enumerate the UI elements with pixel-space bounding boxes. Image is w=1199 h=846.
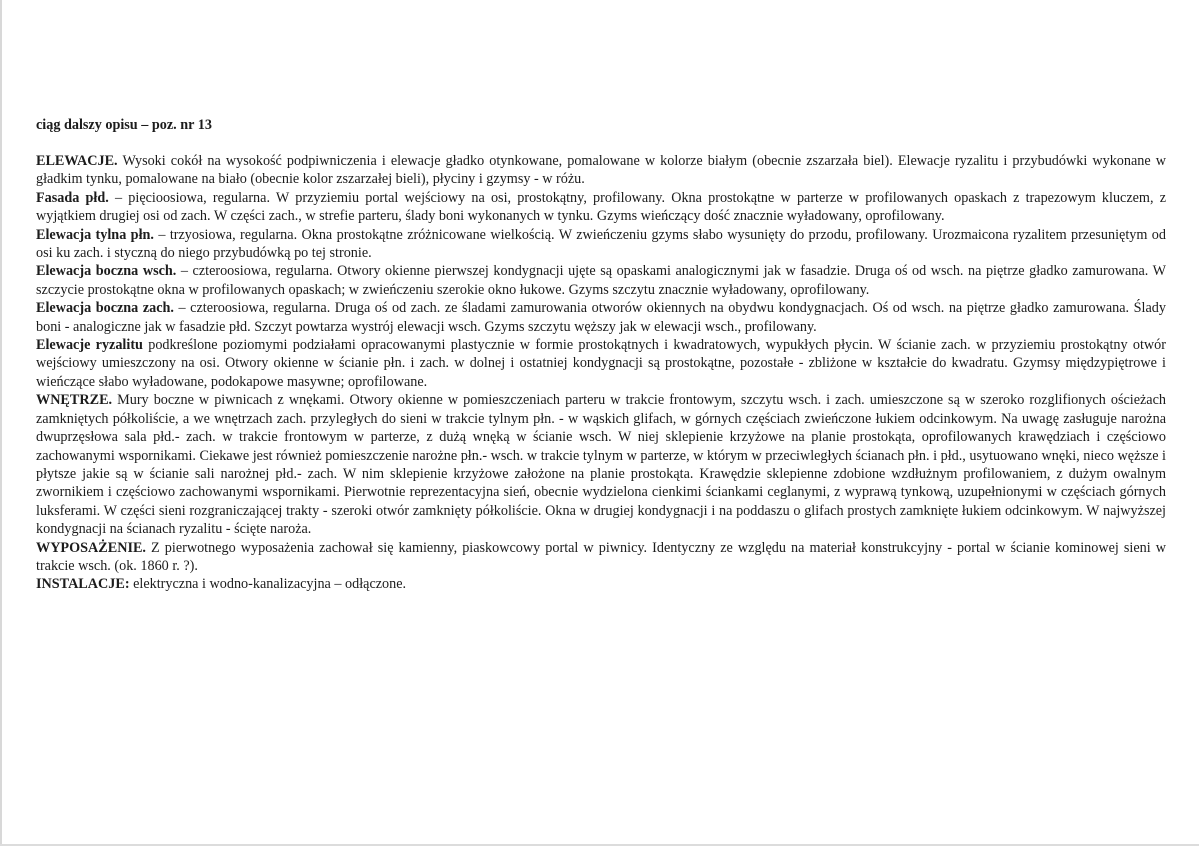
document-heading: ciąg dalszy opisu – poz. nr 13 — [36, 117, 212, 133]
paragraph-text: podkreślone poziomymi podziałami opracowanymi plastycznie w formie prostokątnych i kwadratowych, wypukłych płycin. W ścianie zach. w przyziemiu prostokątny otwór wejściowy umieszczony na osi. Otwory okienne w ścianie płn. i zach. w dolnej i ostatniej kondygnacji są prostokątne, pozostałe - zbliżone w kształcie do kwadratu. Gzymsy międzypiętrowe i wieńczące słabo wyładowane, podokapowe masywne; oprofilowane. — [36, 337, 1166, 390]
document-page — [36, 116, 1166, 594]
paragraph-label: Elewacja tylna płn. — [36, 226, 154, 243]
paragraph-text: – czteroosiowa, regularna. Otwory okienne pierwszej kondygnacji ujęte są opaskami analogicznymi jak w fasadzie. Druga oś od wsch. na piętrze gładko zamurowana. W szczycie prostokątne okna w profilowanych opaskach; w zwieńczeniu szerokie okno łukowe. Gzyms szczytu znacznie wyładowany, oprofilowany. — [36, 263, 1166, 298]
paragraph-instalacje — [36, 575, 1166, 593]
paragraph-label: Fasada płd. — [36, 189, 109, 206]
paragraph-elewacje — [36, 152, 1166, 189]
paragraph-label: Elewacja boczna wsch. — [36, 263, 177, 280]
paragraph-text: Z pierwotnego wyposażenia zachował się kamienny, piaskowcowy portal w piwnicy. Identyczny ze względu na materiał konstrukcyjny - portal w ścianie kominowej sieni w trakcie wsch. (ok. 1860 r. ?). — [36, 539, 1166, 574]
paragraph-elewacja-tylna — [36, 226, 1166, 263]
paragraph-label: WYPOSAŻENIE. — [36, 539, 146, 556]
paragraph-text: Mury boczne w piwnicach z wnękami. Otwory okienne w pomieszczeniach parteru w trakcie frontowym, szczytu wsch. i zach. umieszczone są w szeroko rozglifionych ościeżach zamkniętych półkoliście, a we wnętrzach zach. przyległych do sieni w trakcie tylnym płn. - w wąskich glifach, w górnych częściach zwieńczone łukiem odcinkowym. Na uwagę zasługuje narożna dwuprzęsłowa sala płd.- zach. w trakcie frontowym w parterze, z dużą wnęką w ścianie wsch. W niej sklepienie krzyżowe na planie prostokąta, oprofilowanych krawędziach i częściowo zachowanymi wspornikami. Ciekawe jest również pomieszczenie narożne płn.- wsch. w trakcie tylnym w parterze, w którym w przeciwległych ścianach płn. i płd., usytuowano wnęki, nieco węższe i płytsze jakie są w ścianie sali narożnej płd.- zach. W nim sklepienie krzyżowe założone na planie prostokąta. Krawędzie sklepienne zdobione wzdłużnym profilowaniem, z dużym owalnym zwornikiem i częściowo zachowanymi wspornikami. Pierwotnie reprezentacyjna sień, obecnie wydzielona cienkimi ściankami ceglanymi, z wyprawą tynkową, uzupełnionymi w częściach górnych luksferami. W części sieni rozgraniczającej trakty - szeroki otwór zamknięty półkoliście. Okna w drugiej kondygnacji i na poddaszu o glifach prostych zamknięte łukiem odcinkowym. W najwyższej kondygnacji na ścianach ryzalitu - ścięte naroża. — [36, 392, 1166, 538]
scan-edge-left — [0, 0, 2, 846]
paragraph-label: INSTALACJE: — [36, 576, 130, 593]
paragraph-fasada-pld — [36, 189, 1166, 226]
paragraph-text: elektryczna i wodno-kanalizacyjna – odłączone. — [129, 576, 407, 593]
paragraph-text: – pięcioosiowa, regularna. W przyziemiu portal wejściowy na osi, prostokątny, profilowany. Okna prostokątne w parterze w profilowanych opaskach z trapezowym kluczem, z wyjątkiem drugiej osi od zach. W części zach., w strefie parteru, ślady boni wykonanych w tynku. Gzyms wieńczący dość znacznie wyładowany, oprofilowany. — [36, 189, 1167, 225]
paragraph-wyposazenie — [36, 539, 1166, 576]
paragraph-label: Elewacja boczna zach. — [36, 300, 174, 317]
paragraph-elewacje-ryzalitu — [36, 336, 1166, 391]
paragraph-label: WNĘTRZE. — [36, 392, 113, 409]
paragraph-wnetrze — [36, 391, 1166, 538]
paragraph-elewacja-boczna-zach — [36, 299, 1166, 336]
paragraph-label: ELEWACJE. — [36, 153, 118, 169]
paragraph-text: Wysoki cokół na wysokość podpiwniczenia i elewacje gładko otynkowane, pomalowane w kolorze białym (obecnie zszarzała biel). Elewacje ryzalitu i przybudówki wykonane w gładkim tynku, pomalowane na biało (obecnie kolor zszarzałej bieli), płyciny i gzymsy - w różu. — [36, 153, 1166, 188]
paragraph-label: Elewacje ryzalitu — [36, 337, 143, 354]
paragraph-elewacja-boczna-wsch — [36, 262, 1166, 299]
paragraph-text: – czteroosiowa, regularna. Druga oś od zach. ze śladami zamurowania otworów okiennych na obydwu kondygnacjach. Oś od wsch. na piętrze gładko zamurowana. Ślady boni - analogiczne jak w fasadzie płd. Szczyt powtarza wystrój elewacji wsch. Gzyms szczytu węższy jak w elewacji wsch., profilowany. — [36, 300, 1166, 335]
paragraph-text: – trzyosiowa, regularna. Okna prostokątne zróżnicowane wielkością. W zwieńczeniu gzyms słabo wysunięty do przodu, profilowany. Urozmaicona ryzalitem przesuniętym od osi ku zach. i styczną do niego przybudówką po tej stronie. — [36, 226, 1166, 262]
